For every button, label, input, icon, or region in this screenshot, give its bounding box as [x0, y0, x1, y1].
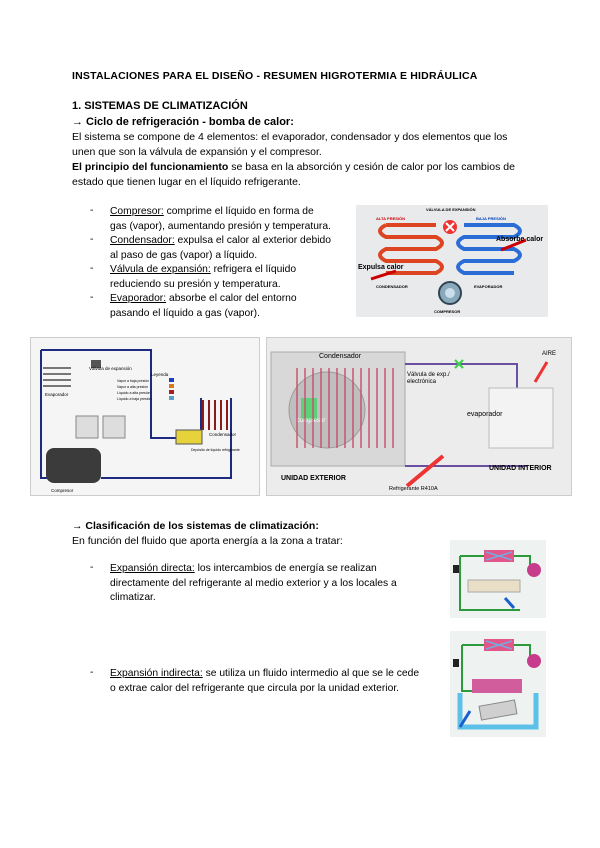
- valve-icon: [453, 565, 459, 573]
- condensador-label: CONDENSADOR: [376, 284, 408, 289]
- item-term: Expansión indirecta:: [110, 668, 203, 679]
- low-pressure-label: BAJA PRESIÓN: [476, 216, 506, 221]
- absorbe-label: Absorbe calor: [496, 236, 544, 243]
- compressor-icon: [527, 654, 541, 668]
- legend-item: Líquido a baja presión: [117, 397, 152, 401]
- refrigeration-cycle-diagram: [356, 205, 548, 317]
- deposito-label: Depósito de líquido refrigerante: [191, 448, 240, 452]
- item-text: se utiliza un fluido intermedio al que se le cede: [202, 668, 420, 679]
- legend-swatch: [169, 390, 174, 394]
- indoor-unit-icon: [468, 580, 520, 592]
- paragraph-principle: [72, 160, 532, 190]
- interior-label: UNIDAD INTERIOR: [489, 465, 552, 472]
- item-text: o extrae calor del refrigerante que circula por la unidad exterior.: [110, 682, 400, 694]
- list-dash: -: [90, 263, 94, 274]
- item-term: Compresor:: [110, 206, 164, 217]
- list-dash: -: [90, 667, 94, 678]
- refrigeration-schematic: [30, 337, 260, 496]
- principle-text: se basa en la absorción y cesión de calor por los cambios de estado que tienen lugar en el líquido refrigerante.: [72, 161, 515, 188]
- evaporador-label: EVAPORADOR: [474, 284, 503, 289]
- item-text: al paso de gas (vapor) a líquido.: [110, 249, 258, 261]
- aire-label: AIRE: [542, 351, 557, 357]
- item-text: directamente del refrigerante al medio exterior y a los locales a: [110, 577, 397, 589]
- direct-expansion-item: [110, 562, 397, 606]
- compressor-icon: [46, 448, 101, 483]
- list-dash: -: [90, 205, 94, 216]
- compressor-icon: [527, 563, 541, 577]
- legend-item: Vapor a alta presión: [117, 385, 149, 389]
- item-text: expulsa el calor al exterior debido: [174, 235, 331, 246]
- list-item: [110, 263, 296, 292]
- legend-title: Leyenda: [151, 372, 169, 377]
- list-item: [110, 292, 297, 321]
- valve-icon: [453, 659, 459, 667]
- compresor-label: COMPRESOR: [434, 309, 461, 314]
- indirect-expansion-diagram: [450, 631, 546, 737]
- fan-icon: [103, 416, 125, 438]
- compresor-label: compresor: [297, 418, 326, 424]
- item-term: Condensador:: [110, 235, 175, 246]
- legend-item: Vapor a baja presión: [117, 379, 150, 383]
- exterior-label: UNIDAD EXTERIOR: [281, 475, 346, 482]
- secondary-exchanger-icon: [472, 679, 522, 693]
- item-term: Expansión directa:: [110, 563, 195, 574]
- evaporador-label: Evaporador: [45, 392, 69, 397]
- legend-swatch: [169, 378, 174, 382]
- item-term: Válvula de expansión:: [110, 264, 211, 275]
- list-dash: -: [90, 292, 94, 303]
- compresor-label: Compresor: [51, 488, 74, 493]
- classification-heading: → Clasificación de los sistemas de climatización:: [72, 520, 319, 532]
- valvula-label-1: Válvula de exp./: [407, 372, 450, 378]
- indoor-unit-icon: [489, 388, 553, 448]
- compressor-core-icon: [445, 288, 455, 298]
- item-text: gas (vapor), aumentando presión y temperatura.: [110, 220, 331, 232]
- item-term: Evaporador:: [110, 293, 167, 304]
- valve-label: VÁLVULA DE EXPANSIÓN: [426, 207, 476, 212]
- item-text: los intercambios de energía se realizan: [194, 563, 377, 574]
- valvula-label-2: electrónica: [407, 379, 437, 385]
- item-text: reduciendo su presión y temperatura.: [110, 278, 281, 290]
- legend-swatch: [169, 396, 174, 400]
- condensador-label: Condensador: [209, 432, 237, 437]
- condensador-label: Condensador: [319, 353, 362, 360]
- legend-swatch: [169, 384, 174, 388]
- direct-expansion-diagram: [450, 540, 546, 618]
- list-item: [110, 205, 331, 234]
- valve-label: Válvula de expansión: [89, 366, 132, 371]
- subsection-heading: → Ciclo de refrigeración - bomba de calor:: [72, 116, 294, 128]
- item-text: climatizar.: [110, 592, 156, 603]
- list-item: [110, 234, 331, 263]
- refrigerante-label: Refrigerante R410A: [389, 486, 438, 492]
- classification-intro: En función del fluido que aporta energía a la zona a tratar:: [72, 535, 343, 547]
- evaporator-coil: [458, 225, 520, 273]
- section-heading: 1. SISTEMAS DE CLIMATIZACIÓN: [72, 100, 248, 112]
- fan-icon: [76, 416, 98, 438]
- paragraph-elements: El sistema se compone de 4 elementos: el evaporador, condensador y dos elementos que los unen que son la válvula de expansión y el compresor.: [72, 131, 508, 158]
- compressor-block-icon: [301, 398, 317, 420]
- list-dash: -: [90, 562, 94, 573]
- high-pressure-label: ALTA PRESIÓN: [376, 216, 406, 221]
- legend-item: Líquido a alta presión: [117, 391, 151, 395]
- document-title: INSTALACIONES PARA EL DISEÑO - RESUMEN HIGROTERMIA E HIDRÁULICA: [72, 70, 478, 82]
- list-dash: -: [90, 234, 94, 245]
- indirect-expansion-item: [110, 667, 419, 696]
- split-unit-diagram: [266, 337, 572, 496]
- item-text: absorbe el calor del entorno: [166, 293, 297, 304]
- item-text: refrigera el líquido: [210, 264, 297, 275]
- item-text: pasando el líquido a gas (vapor).: [110, 307, 260, 319]
- item-text: comprime el líquido en forma de: [163, 206, 314, 217]
- expulsa-label: Expulsa calor: [358, 264, 404, 271]
- principle-bold: El principio del funcionamiento: [72, 161, 229, 173]
- evaporador-label: evaporador: [467, 411, 503, 418]
- deposit-icon: [176, 430, 202, 444]
